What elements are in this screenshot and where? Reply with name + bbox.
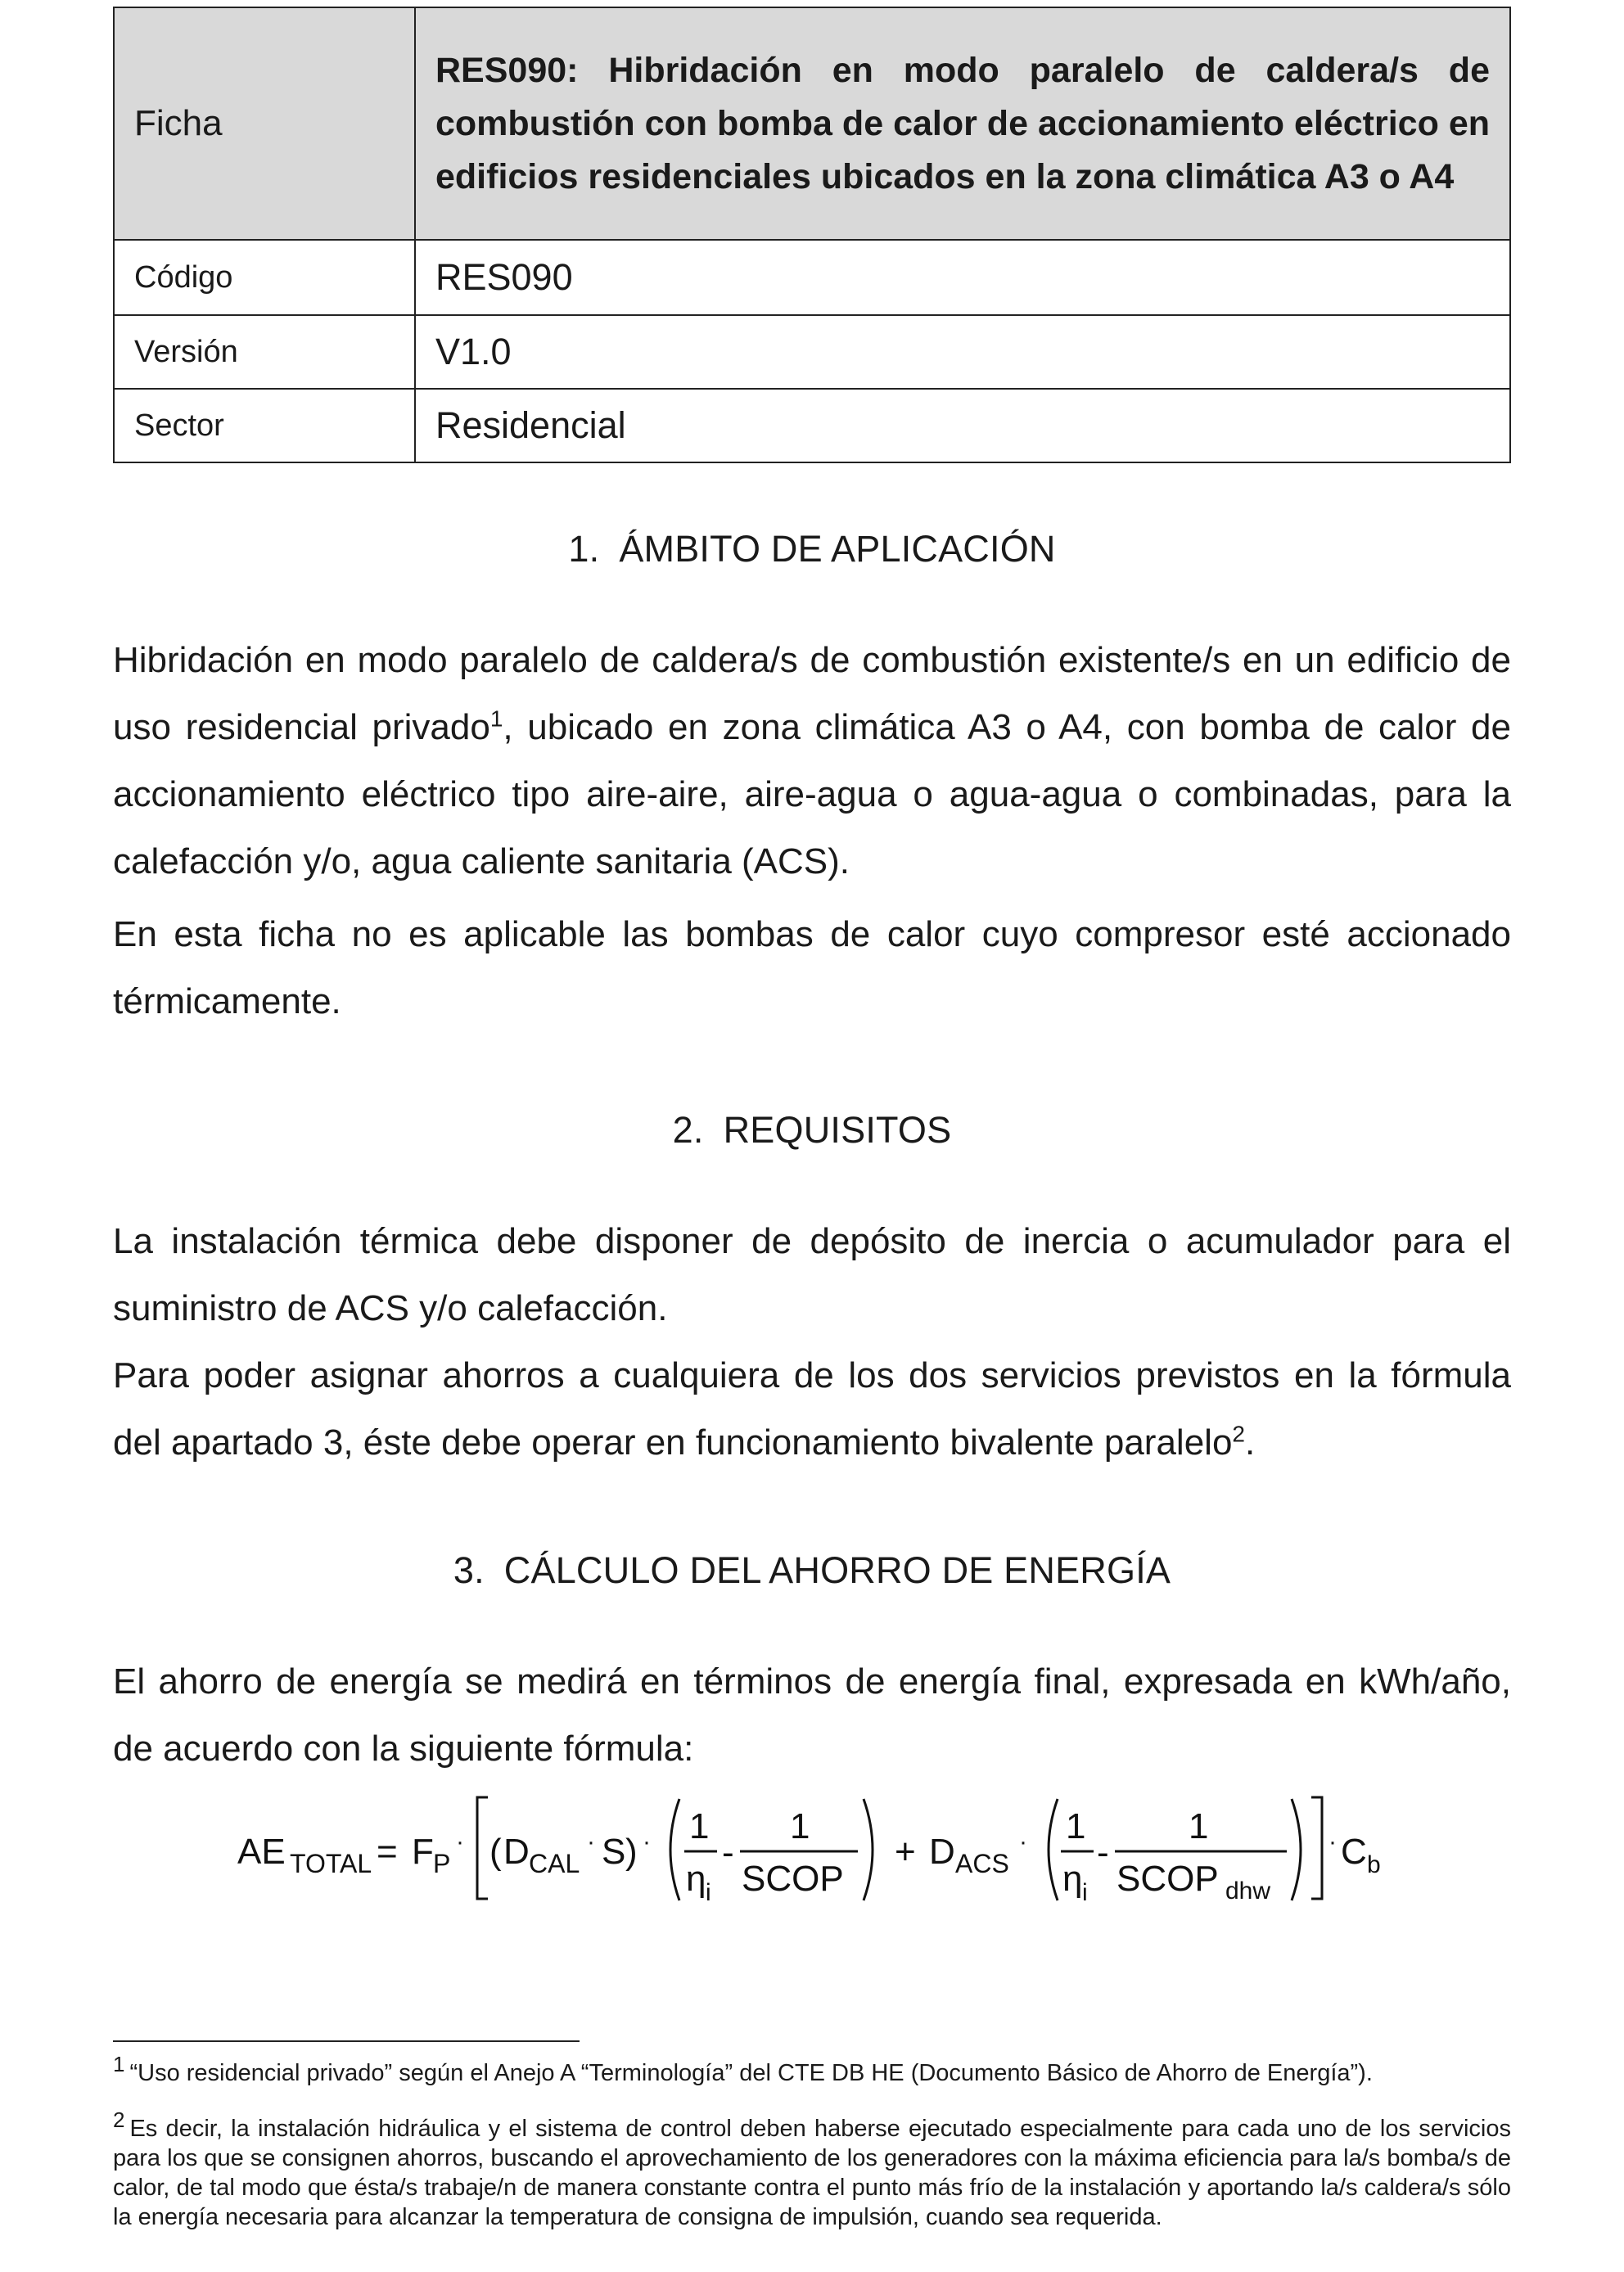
formula-eta-2: η xyxy=(1062,1859,1083,1899)
sector-value: Residencial xyxy=(415,389,1510,462)
footnote-separator xyxy=(113,2040,580,2042)
section-2-number: 2. xyxy=(672,1109,704,1151)
formula-cb-sub: b xyxy=(1367,1851,1381,1878)
formula-bracket-left xyxy=(477,1797,488,1899)
section-1-p1-text-a: Hibridación en modo paralelo de caldera/s de combustión existente/s en un edificio de uso residencial privado xyxy=(113,640,1511,747)
formula-dot-4: · xyxy=(1019,1828,1027,1855)
codigo-value: RES090 xyxy=(415,240,1510,315)
formula-eta-1: η xyxy=(686,1859,706,1899)
ficha-row-version xyxy=(114,315,1510,389)
formula-dcal: D xyxy=(503,1832,530,1872)
formula-one-2: 1 xyxy=(790,1806,810,1846)
formula-paren-big-right-1 xyxy=(864,1799,873,1900)
section-2-heading xyxy=(0,1109,1624,1152)
footnote-2-mark: 2 xyxy=(113,2107,125,2133)
formula-s: S xyxy=(602,1832,626,1872)
formula-eta-sub-1: i xyxy=(706,1879,711,1906)
footnote-2 xyxy=(113,2107,1511,2232)
formula-minus-2: - xyxy=(1097,1832,1109,1873)
footnote-ref-1[interactable]: 1 xyxy=(489,705,503,732)
ficha-label: Ficha xyxy=(114,7,415,240)
formula-one-3: 1 xyxy=(1066,1806,1086,1846)
formula-paren-big-left-2 xyxy=(1049,1799,1058,1900)
footnote-1 xyxy=(113,2052,1511,2088)
formula-one-4: 1 xyxy=(1189,1806,1209,1846)
footnote-2-text: Es decir, la instalación hidráulica y el sistema de control deben haberse ejecutado especialmente para cada uno de los servicios para los que se consignen ahorros, buscando el aprovechamiento de los generadores con la máxima eficiencia para la/s bomba/s de calor, de tal modo que ésta/s trabaje/n de manera constante contra el punto más frío de la instalación y aportando la/s caldera/s sólo la energía necesaria para alcanzar la temperatura de consigna de impulsión, cuando sea requerida. xyxy=(113,2116,1511,2230)
section-1-heading xyxy=(0,528,1624,570)
formula-dot-5: · xyxy=(1329,1828,1337,1855)
section-2-p2-end: . xyxy=(1245,1422,1256,1463)
footnote-1-mark: 1 xyxy=(113,2052,125,2077)
section-1-paragraph-2: En esta ficha no es aplicable las bombas de calor cuyo compresor esté accionado térmicamente. xyxy=(113,914,1511,1021)
ficha-row-codigo xyxy=(114,240,1510,315)
formula-minus-1: - xyxy=(722,1832,734,1873)
ficha-title: RES090: Hibridación en modo paralelo de caldera/s de combustión con bomba de calor de accionamiento eléctrico en edificios residenciales ubicados en la zona climática A3 o A4 xyxy=(415,7,1510,240)
section-2-paragraph-2 xyxy=(113,1342,1511,1476)
formula-dot-1: · xyxy=(456,1828,464,1855)
version-value: V1.0 xyxy=(415,315,1510,389)
formula-ae-sub: TOTAL xyxy=(290,1849,372,1878)
energy-savings-formula xyxy=(0,1776,1624,1923)
ficha-row-sector xyxy=(114,389,1510,462)
formula-fp-sub: P xyxy=(433,1849,451,1878)
section-3-title: CÁLCULO DEL AHORRO DE ENERGÍA xyxy=(503,1549,1171,1591)
section-1-title: ÁMBITO DE APLICACIÓN xyxy=(619,528,1056,570)
formula-scop: SCOP xyxy=(742,1859,844,1899)
formula-paren-close: ) xyxy=(625,1832,638,1872)
version-label: Versión xyxy=(114,315,415,389)
formula-ae: AE xyxy=(237,1832,286,1872)
section-3-number: 3. xyxy=(453,1549,485,1591)
formula-plus: + xyxy=(895,1832,916,1872)
formula-paren-big-left-1 xyxy=(670,1799,679,1900)
section-2-p2-text: Para poder asignar ahorros a cualquiera de los dos servicios previstos en la fórmula del apartado 3, éste debe operar en funcionamiento bivalente paralelo xyxy=(113,1355,1511,1463)
section-1-p1-text-b: , ubicado en zona climática A3 o A4, con bomba de calor de accionamiento eléctrico tipo aire-aire, aire-agua o agua-agua o combinadas, para la calefacción y/o, agua caliente sanitaria (ACS). xyxy=(113,707,1511,881)
ficha-header-row xyxy=(114,7,1510,240)
formula-scop-dhw-sub: dhw xyxy=(1225,1878,1271,1905)
section-2-title: REQUISITOS xyxy=(723,1109,952,1151)
formula-paren-open: ( xyxy=(489,1832,502,1872)
formula-one-1: 1 xyxy=(689,1806,710,1846)
formula-paren-big-right-2 xyxy=(1292,1799,1301,1900)
section-1-paragraph-1 xyxy=(113,627,1511,895)
formula-eta-sub-2: i xyxy=(1082,1879,1088,1906)
codigo-label: Código xyxy=(114,240,415,315)
section-2-paragraph-1: La instalación térmica debe disponer de depósito de inercia o acumulador para el suministro de ACS y/o calefacción. xyxy=(113,1221,1511,1328)
formula-equals: = xyxy=(377,1832,398,1872)
section-1-number: 1. xyxy=(568,528,600,570)
formula-fp: F xyxy=(412,1832,434,1872)
formula-scop-dhw: SCOP xyxy=(1116,1859,1219,1899)
formula-dcal-sub: CAL xyxy=(529,1849,580,1878)
section-3-paragraph-1: El ahorro de energía se medirá en términos de energía final, expresada en kWh/año, de acuerdo con la siguiente fórmula: xyxy=(113,1661,1511,1769)
formula-dot-2: · xyxy=(587,1828,595,1855)
formula-dot-3: · xyxy=(643,1828,651,1855)
formula-bracket-right xyxy=(1311,1797,1322,1899)
formula-cb: C xyxy=(1341,1832,1367,1872)
ficha-table xyxy=(113,7,1511,463)
formula-dacs: D xyxy=(929,1832,955,1872)
footnote-ref-2[interactable]: 2 xyxy=(1232,1421,1245,1447)
footnote-1-text: “Uso residencial privado” según el Anejo A “Terminología” del CTE DB HE (Documento Básico de Ahorro de Energía”). xyxy=(129,2060,1373,2086)
formula-dacs-sub: ACS xyxy=(955,1849,1009,1878)
section-3-heading xyxy=(0,1549,1624,1592)
sector-label: Sector xyxy=(114,389,415,462)
